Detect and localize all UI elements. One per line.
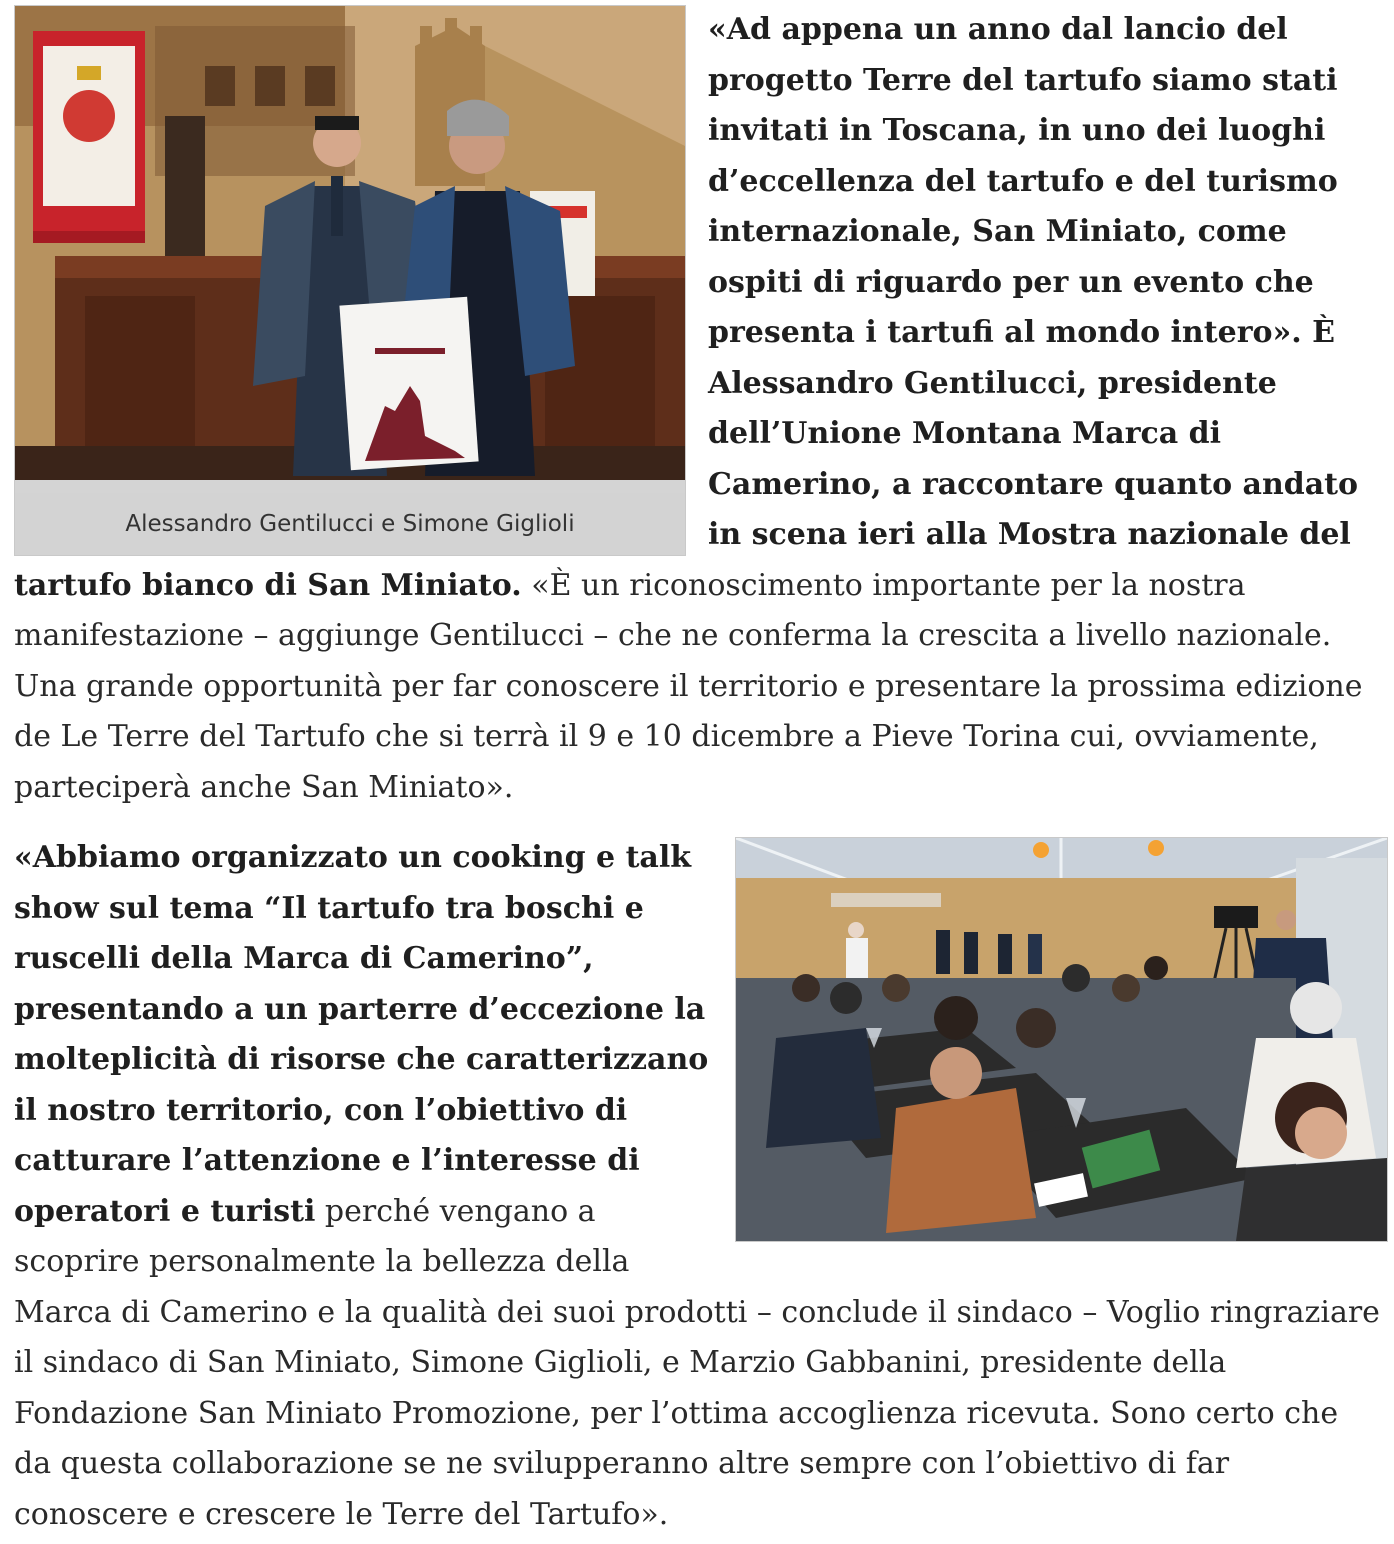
photo-two-men-holding-document: [15, 6, 685, 480]
paragraph-2: [14, 833, 1380, 1540]
article: [14, 0, 1380, 1540]
paragraph-1-regular-text: «È un riconoscimento importante per la nostra manifestazione – aggiunge Gentilucci – che ne conferma la crescita a livello nazionale. Una grande opportunità per far conoscere il territorio e presentare la prossima edizione de Le Terre del Tartufo che si terrà il 9 e 10 dicembre a Pieve Torina cui, ovviamente, parteciperà anche San Miniato».: [14, 567, 1363, 805]
photo-caption: Alessandro Gentilucci e Simone Giglioli: [15, 493, 685, 555]
photo-audience-under-tent: [736, 838, 1387, 1241]
paragraph-1: [14, 5, 1380, 813]
paragraph-2-bold-quote: «Abbiamo organizzato un cooking e talk show sul tema “Il tartufo tra boschi e ruscelli della Marca di Camerino”, presentando a un parterre d’eccezione la molteplicità di risorse che caratterizzano il nostro territorio, con l’obiettivo di catturare l’attenzione e l’interesse di operatori e turisti: [14, 840, 709, 1229]
paragraph-1-bold-quote: «Ad appena un anno dal lancio del progetto Terre del tartufo siamo stati invitati in Toscana, in uno dei luoghi d’eccellenza del tartufo e del turismo internazionale, San Miniato, come ospiti di riguardo per un evento che presenta i tartufi al mondo intero». È Alessandro Gentilucci, presidente dell’Unione Montana Marca di Camerino, a raccontare quanto andato in scena ieri alla Mostra nazionale del tartufo bianco di San Miniato.: [14, 12, 1359, 603]
paragraph-2-regular-text: perché vengano a scoprire personalmente la bellezza della Marca di Camerino e la qualità dei suoi prodotti – conclude il sindaco – Voglio ringraziare il sindaco di San Miniato, Simone Giglioli, e Marzio Gabbanini, presidente della Fondazione San Miniato Promozione, per l’ottima accoglienza ricevuta. Sono certo che da questa collaborazione se ne svilupperanno altre sempre con l’obiettivo di far conoscere e crescere le Terre del Tartufo».: [14, 1193, 1380, 1532]
photo-cooking-talk-show: [735, 837, 1388, 1242]
photo-gentilucci-giglioli: [14, 5, 686, 556]
